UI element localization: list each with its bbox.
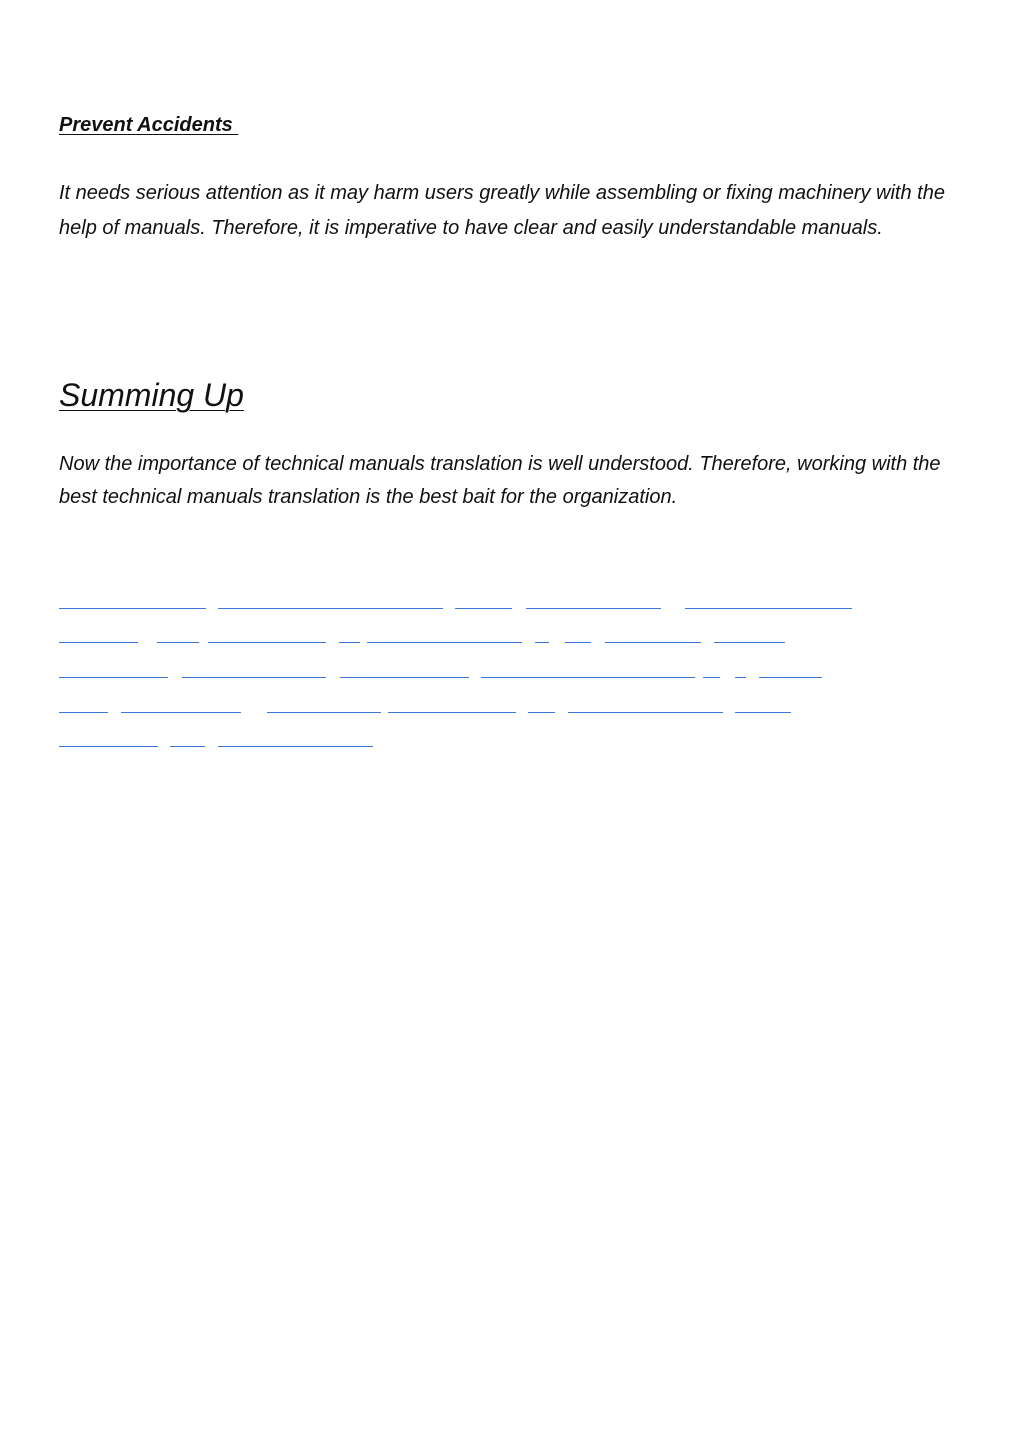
link-underline[interactable] (218, 608, 443, 609)
link-underline[interactable] (157, 642, 199, 643)
link-underline[interactable] (714, 642, 785, 643)
link-underline[interactable] (605, 642, 701, 643)
link-underline[interactable] (526, 608, 661, 609)
section-title: Prevent Accidents (59, 114, 239, 136)
link-underline[interactable] (59, 642, 138, 643)
link-underline[interactable] (535, 642, 549, 643)
link-underline[interactable] (759, 677, 822, 678)
summing-up-heading: Summing Up (59, 377, 244, 413)
link-underline[interactable] (59, 608, 206, 609)
link-underline[interactable] (59, 746, 158, 747)
link-underline[interactable] (481, 677, 695, 678)
link-underline[interactable] (568, 712, 723, 713)
link-underline[interactable] (59, 712, 108, 713)
link-underline[interactable] (121, 712, 241, 713)
link-underline[interactable] (388, 712, 516, 713)
link-underline[interactable] (685, 608, 852, 609)
link-underline[interactable] (218, 746, 373, 747)
link-underline[interactable] (339, 642, 360, 643)
link-underline[interactable] (565, 642, 591, 643)
link-underline[interactable] (267, 712, 381, 713)
link-underline[interactable] (735, 712, 791, 713)
link-underline[interactable] (340, 677, 469, 678)
link-underline[interactable] (170, 746, 205, 747)
link-underline[interactable] (703, 677, 720, 678)
link-underline[interactable] (367, 642, 522, 643)
section-body: It needs serious attention as it may harm users greatly while assembling or fixing machinery with the help of manuals. Therefore, it is imperative to have clear and easily understandable manuals. (59, 182, 945, 239)
summary-body: Now the importance of technical manuals translation is well understood. Therefore, working with the best technical manuals translation is the best bait for the organization. (59, 453, 941, 508)
link-underline[interactable] (182, 677, 326, 678)
hyperlink-block[interactable] (59, 570, 959, 760)
link-underline[interactable] (528, 712, 555, 713)
link-underline[interactable] (208, 642, 326, 643)
link-underline[interactable] (735, 677, 746, 678)
link-underline[interactable] (59, 677, 168, 678)
link-underline[interactable] (455, 608, 512, 609)
